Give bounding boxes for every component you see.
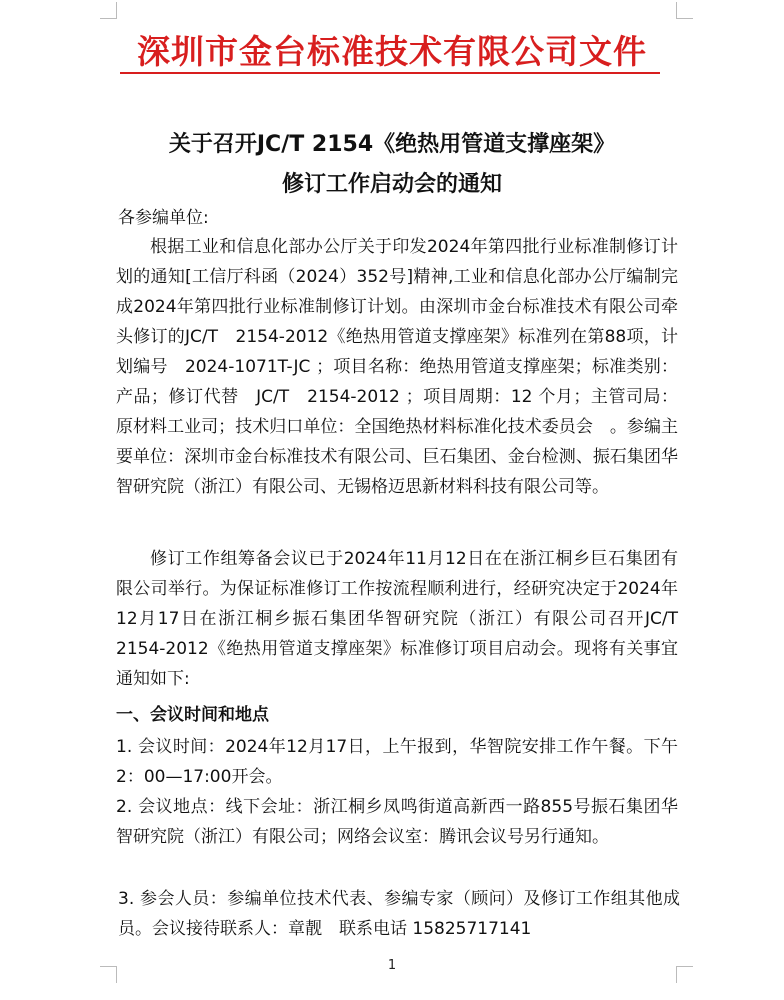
item-text: 1. 会议时间：2024年12月17日，上午报到，华智院安排工作午餐。下午2：00—17:00开会。 <box>116 737 678 787</box>
paragraph-text: 根据工业和信息化部办公厅关于印发2024年第四批行业标准制修订计划的通知[工信厅科函（2024）352号]精神,工业和信息化部办公厅编制完成2024年第四批行业标准制修订计划。由深圳市金台标准技术有限公司牵头修订的JC/T 2154-2012《绝热用管道支撑座架》标准列在第88项，计划编号 2024-1071T-JC ；项目名称：绝热用管道支撑座架；标准类别：产品；修订代替 JC/T 2154-2012 ；项目周期：12 个月；主管司局：原材料工业司；技术归口单位：全国绝热材料标准化技术委员会 。参编主要单位：深圳市金台标准技术有限公司、巨石集团、金台检测、振石集团华智研究院（浙江）有限公司、无锡格迈思新材料科技有限公司等。 <box>116 237 678 497</box>
list-item-meeting-time <box>116 732 678 792</box>
page-number: 1 <box>387 958 397 973</box>
masthead-rule <box>120 72 660 74</box>
body-paragraph-1 <box>116 232 678 502</box>
section-heading: 一、会议时间和地点 <box>116 705 269 725</box>
red-masthead: 深圳市金台标准技术有限公司文件 <box>137 32 647 71</box>
margin-corner-mark <box>100 2 117 19</box>
salutation: 各参编单位: <box>118 208 209 228</box>
notice-title-line1: 关于召开JC/T 2154《绝热用管道支撑座架》 <box>168 132 616 157</box>
margin-corner-mark <box>676 2 693 19</box>
item-text: 3. 参会人员：参编单位技术代表、参编专家（顾问）及修订工作组其他成员。会议接待联系人：章靓 联系电话 15825717141 <box>118 889 680 939</box>
body-paragraph-2 <box>116 544 695 694</box>
notice-title-line2: 修订工作启动会的通知 <box>281 172 502 197</box>
item-text: 2. 会议地点：线下会址：浙江桐乡凤鸣街道高新西一路855号振石集团华智研究院（浙江）有限公司；网络会议室：腾讯会议号另行通知。 <box>116 797 678 847</box>
list-item-attendees <box>118 884 680 944</box>
list-item-meeting-location <box>116 792 678 852</box>
paragraph-text: 修订工作组筹备会议已于2024年11月12日在在浙江桐乡巨石集团有限公司举行。为保证标准修订工作按流程顺利进行，经研究决定于2024年12月17日在浙江桐乡振石集团华智研究院（浙江）有限公司召开JC/T 2154-2012《绝热用管道支撑座架》标准修订项目启动会。现将有关事宜通知如下: <box>116 549 695 689</box>
